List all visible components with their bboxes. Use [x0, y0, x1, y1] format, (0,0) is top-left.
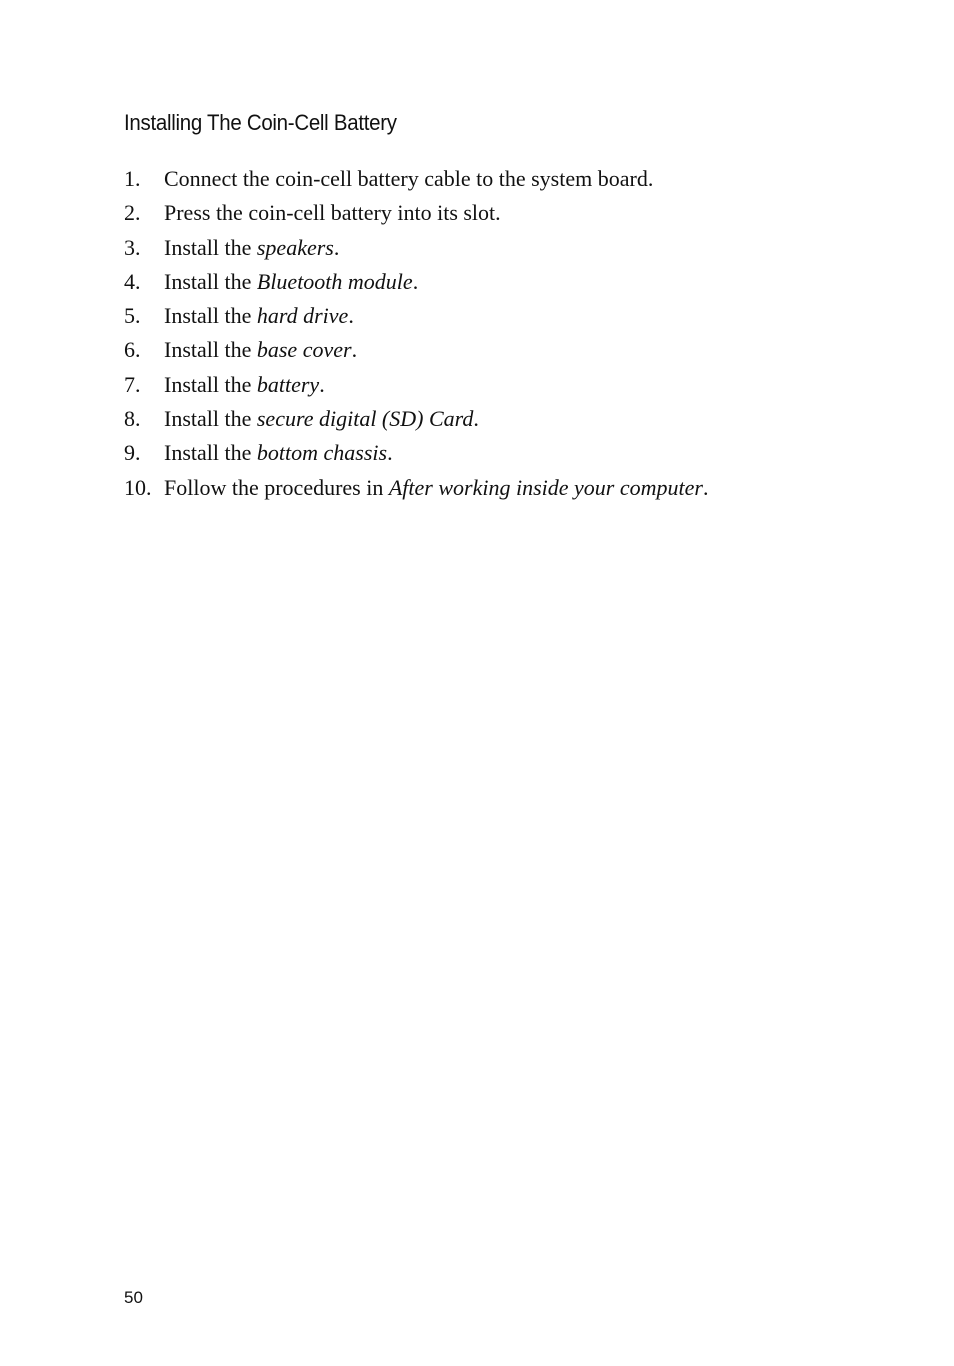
- step-number: 8.: [124, 406, 141, 432]
- step-text-body: Install the: [164, 371, 257, 397]
- step-text: [164, 196, 501, 230]
- step-link-base-cover[interactable]: base cover: [256, 337, 352, 363]
- step-text: [164, 471, 708, 505]
- step-text-suffix: .: [473, 406, 479, 432]
- step-number: 4.: [124, 268, 141, 294]
- step-link-sd-card[interactable]: secure digital (SD) Card: [256, 406, 474, 432]
- step-text-body: Follow the procedures in: [164, 474, 389, 500]
- section-title: Installing The Coin-Cell Battery: [124, 110, 397, 135]
- step-number: 10.: [124, 474, 152, 500]
- step-text-suffix: .: [319, 371, 325, 397]
- step-link-hard-drive[interactable]: hard drive: [256, 303, 349, 329]
- step-item: [124, 436, 708, 470]
- step-text-suffix: .: [351, 337, 358, 363]
- step-number: 6.: [124, 337, 141, 363]
- step-text-suffix: .: [412, 268, 419, 294]
- step-link-bottom-chassis[interactable]: bottom chassis: [256, 440, 388, 466]
- step-text-body: Install the: [164, 440, 257, 466]
- step-text-body: Install the: [164, 234, 257, 260]
- step-number: 3.: [124, 234, 141, 260]
- step-item: [124, 299, 708, 333]
- step-text: [164, 436, 393, 470]
- step-link-after-working[interactable]: After working inside your computer: [388, 474, 703, 500]
- page-number: 50: [124, 1288, 143, 1307]
- step-text: [164, 265, 418, 299]
- step-item: [124, 471, 708, 505]
- step-item: [124, 265, 708, 299]
- step-text-body: Install the: [164, 337, 257, 363]
- step-link-speakers[interactable]: speakers: [256, 234, 334, 260]
- step-text-body: Install the: [164, 406, 257, 432]
- step-number: 9.: [124, 440, 141, 466]
- step-text: [164, 333, 357, 367]
- step-text: [164, 299, 354, 333]
- step-text-suffix: .: [333, 234, 340, 260]
- installation-steps-list: [124, 162, 708, 505]
- step-text: [164, 368, 325, 402]
- step-text-body: Connect the coin-cell battery cable to the system board.: [164, 166, 654, 191]
- step-text-suffix: .: [348, 303, 354, 329]
- step-item: [124, 368, 708, 402]
- step-text-body: Install the: [164, 268, 257, 294]
- step-text: [164, 402, 479, 436]
- step-link-bluetooth-module[interactable]: Bluetooth module: [256, 268, 413, 294]
- step-number: 7.: [124, 371, 141, 397]
- step-item: [124, 162, 708, 196]
- step-text: [164, 231, 339, 265]
- step-text-body: Install the: [164, 303, 257, 329]
- step-item: [124, 402, 708, 436]
- step-item: [124, 231, 708, 265]
- step-number: 2.: [124, 200, 141, 226]
- step-text-suffix: .: [387, 440, 393, 466]
- step-text: [164, 162, 653, 196]
- step-text-suffix: .: [702, 474, 709, 500]
- step-number: 1.: [124, 166, 141, 191]
- step-item: [124, 333, 708, 367]
- step-link-battery[interactable]: battery: [256, 371, 320, 397]
- step-number: 5.: [124, 303, 141, 329]
- step-item: [124, 196, 708, 230]
- step-text-body: Press the coin-cell battery into its slot.: [164, 200, 501, 226]
